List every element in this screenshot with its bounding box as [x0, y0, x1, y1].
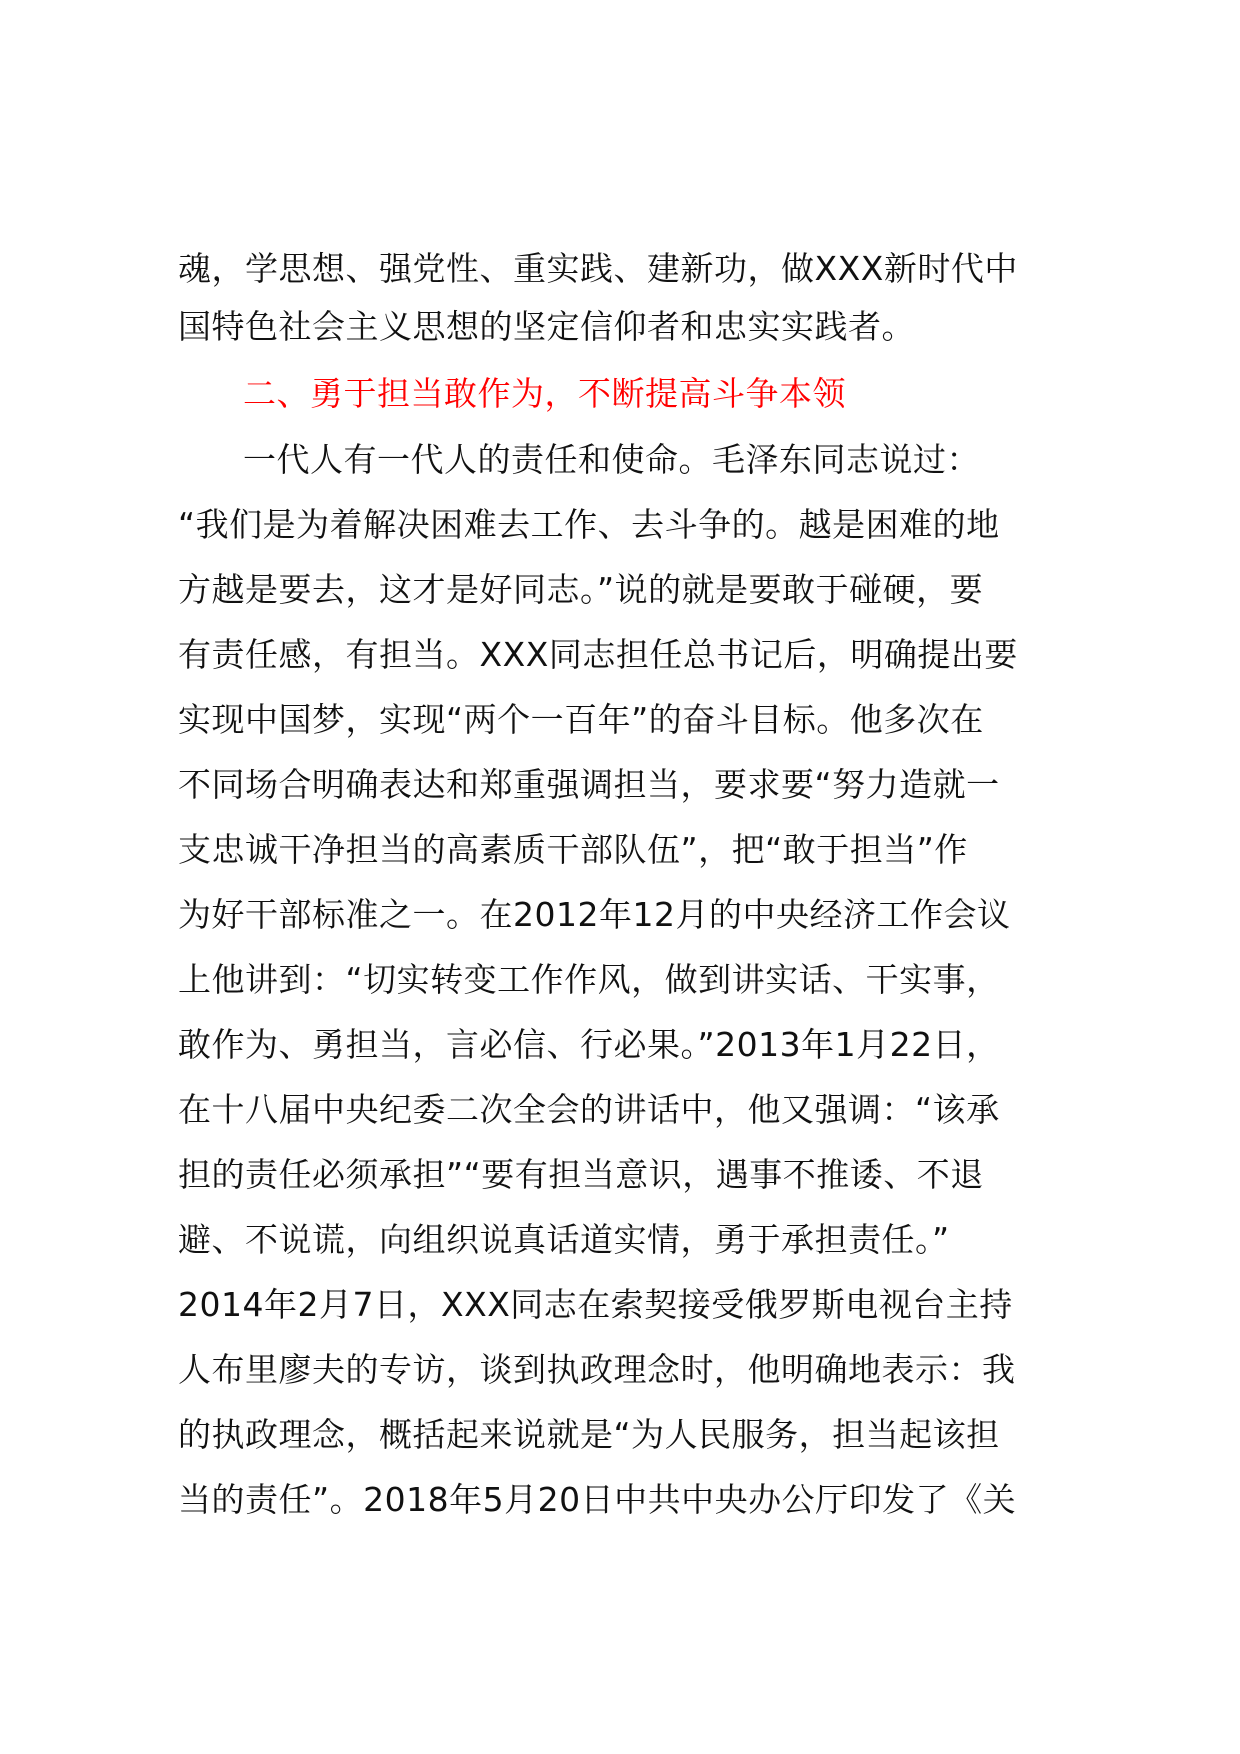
- text-line: 一代人有一代人的责任和使命。毛泽东同志说过：: [243, 440, 980, 479]
- text-line: 上他讲到：“切实转变工作作风，做到讲实话、干实事，: [178, 960, 1000, 999]
- section-heading: 二、勇于担当敢作为，不断提高斗争本领: [243, 374, 846, 413]
- text-line: 在十八届中央纪委二次全会的讲话中，他又强调：“该承: [178, 1090, 1000, 1129]
- text-line: 避、不说谎，向组织说真话道实情，勇于承担责任。”: [178, 1220, 950, 1259]
- text-line: 当的责任”。2018年5月20日中共中央办公厅印发了《关: [178, 1480, 1017, 1519]
- text-line: 敢作为、勇担当，言必信、行必果。”2013年1月22日，: [178, 1025, 1000, 1064]
- text-line: 魂，学思想、强党性、重实践、建新功，做XXX新时代中: [178, 249, 1018, 288]
- text-line: “我们是为着解决困难去工作、去斗争的。越是困难的地: [178, 505, 1000, 544]
- text-line: 支忠诚干净担当的高素质干部队伍”，把“敢于担当”作: [178, 830, 968, 869]
- text-line: 不同场合明确表达和郑重强调担当，要求要“努力造就一: [178, 765, 1000, 804]
- text-line: 为好干部标准之一。在2012年12月的中央经济工作会议: [178, 895, 1011, 934]
- text-line: 方越是要去，这才是好同志。”说的就是要敢于碰硬，要: [178, 570, 984, 609]
- text-line: 的执政理念，概括起来说就是“为人民服务，担当起该担: [178, 1415, 1000, 1454]
- text-line: 2014年2月7日，XXX同志在索契接受俄罗斯电视台主持: [178, 1285, 1013, 1324]
- text-line: 有责任感，有担当。XXX同志担任总书记后，明确提出要: [178, 635, 1018, 674]
- text-line: 实现中国梦，实现“两个一百年”的奋斗目标。他多次在: [178, 700, 984, 739]
- text-line: 担的责任必须承担”“要有担当意识，遇事不推诿、不退: [178, 1155, 984, 1194]
- text-line: 人布里廖夫的专访，谈到执政理念时，他明确地表示：我: [178, 1350, 1016, 1389]
- text-line: 国特色社会主义思想的坚定信仰者和忠实实践者。: [178, 307, 915, 346]
